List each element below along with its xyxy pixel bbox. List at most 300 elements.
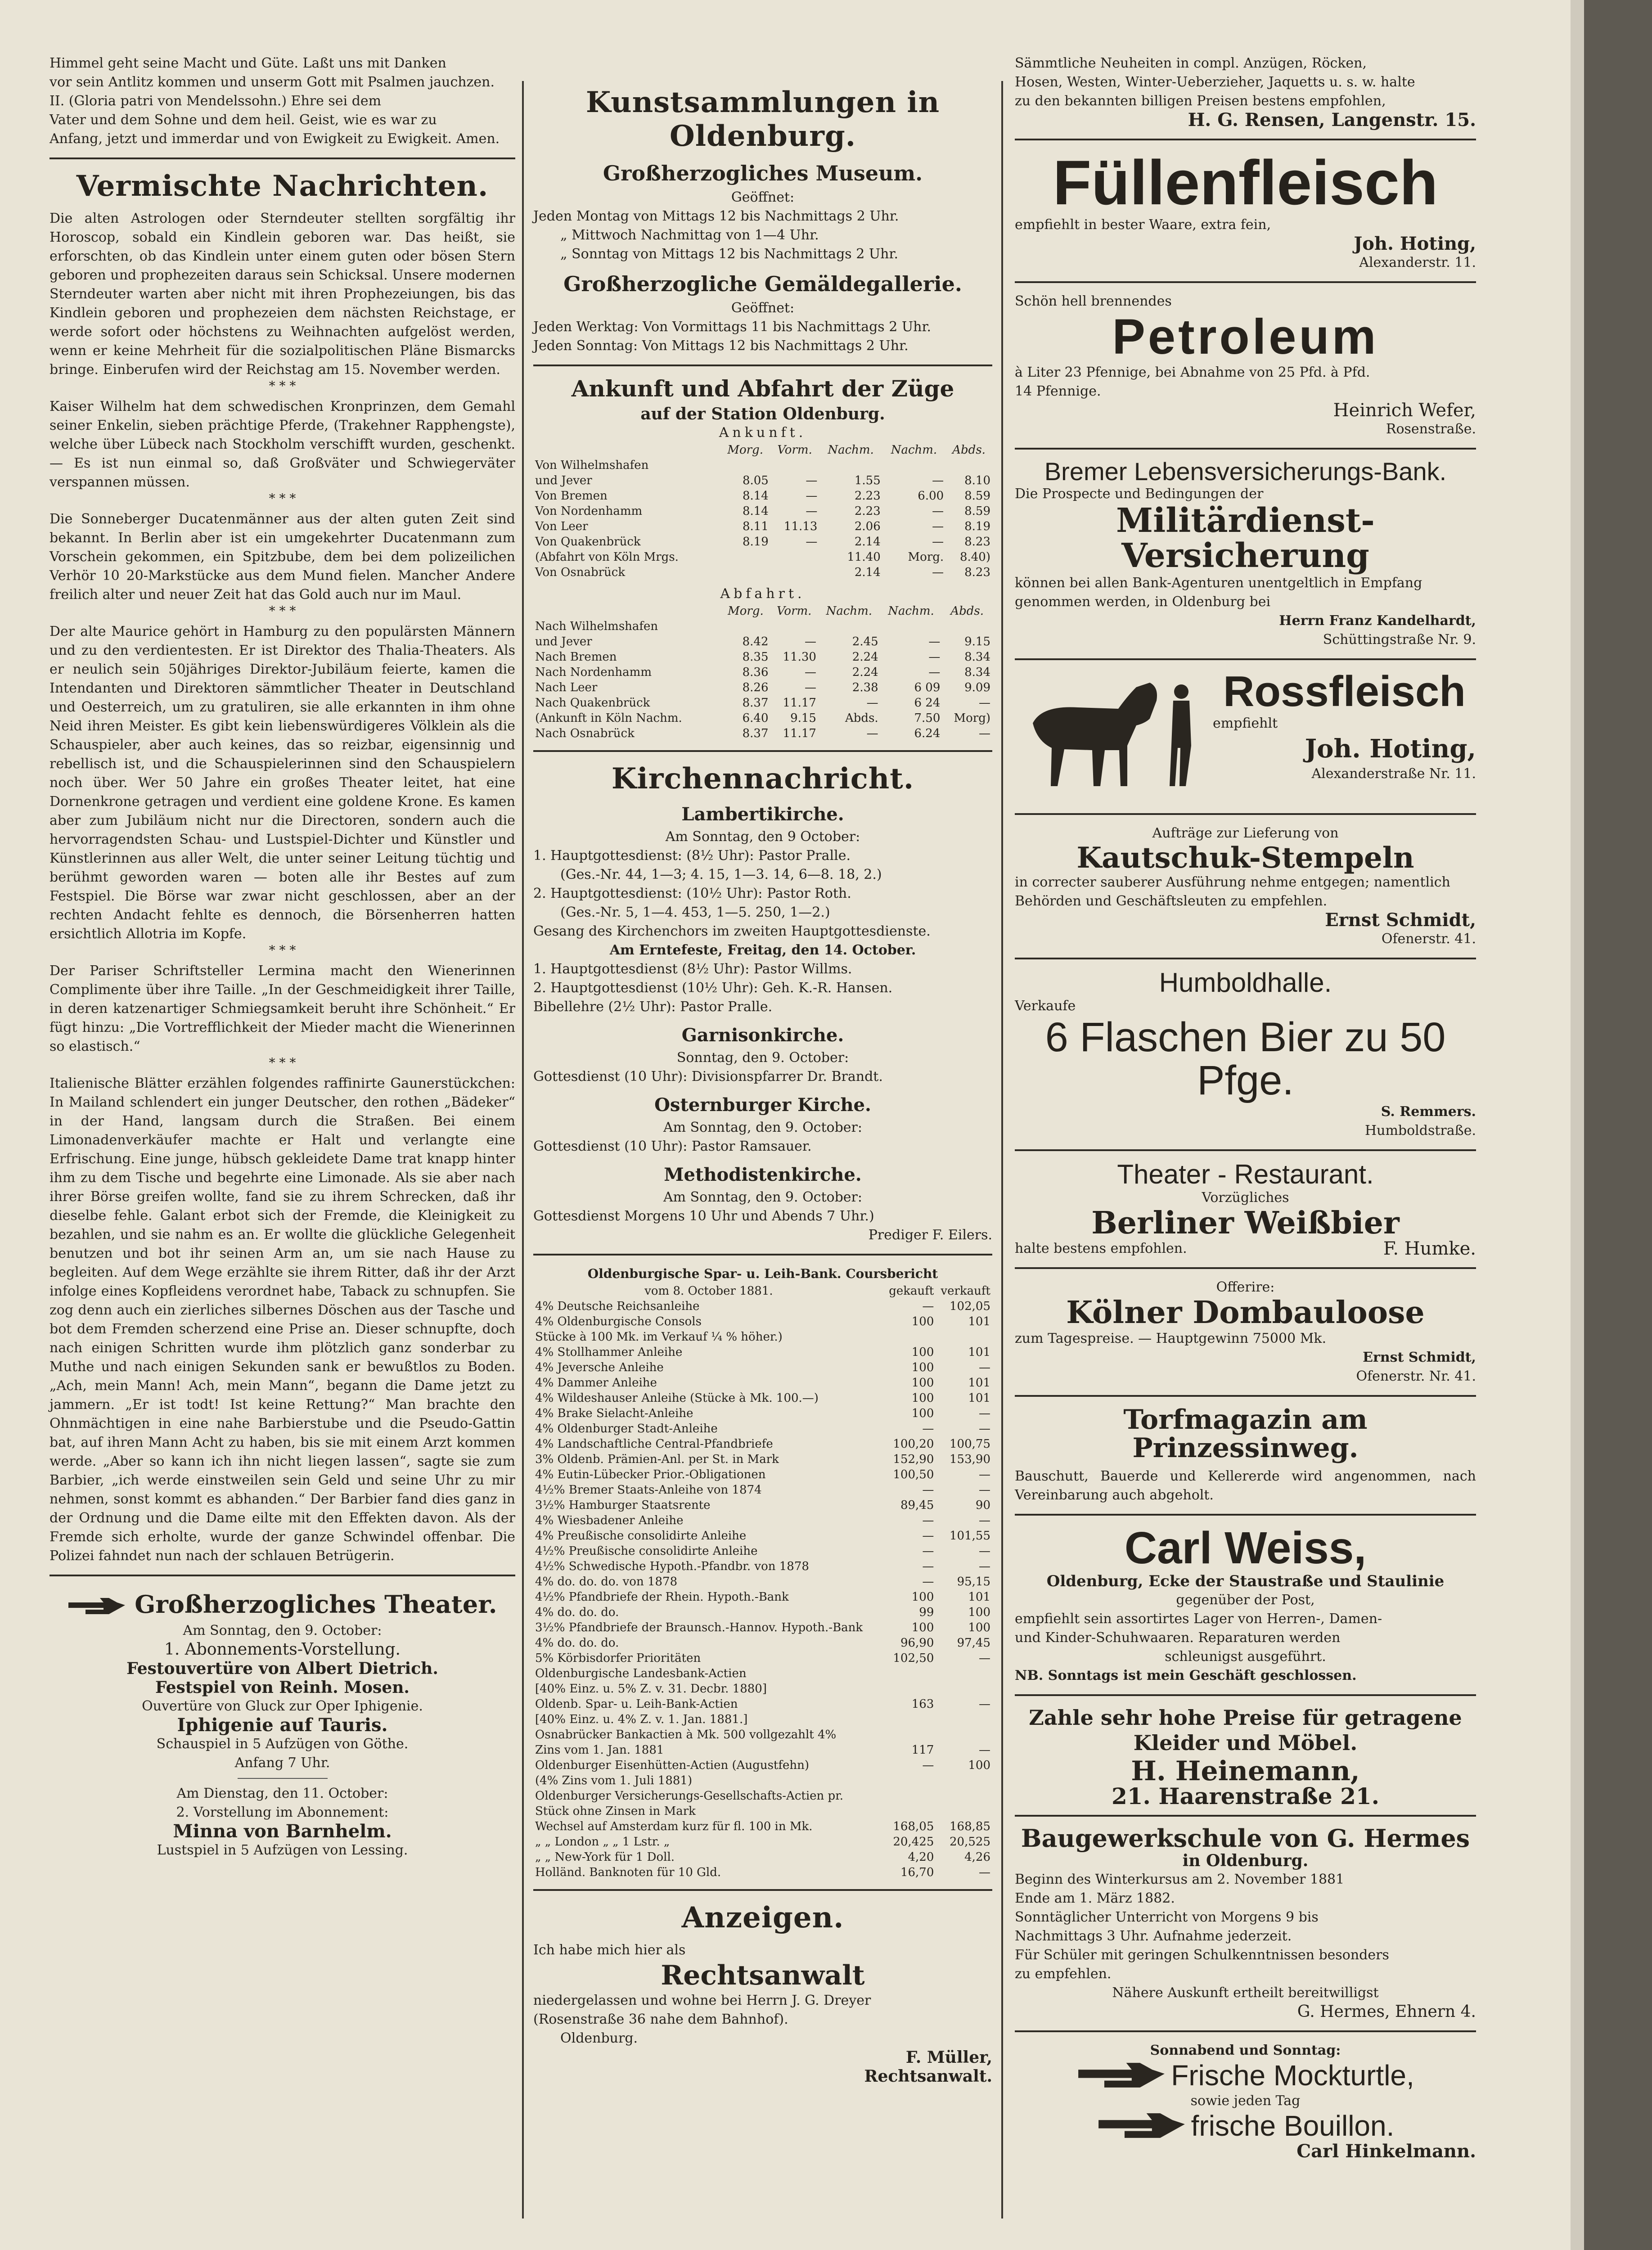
table-row xyxy=(533,680,992,695)
table-cell: Oldenburger Eisenhütten-Actien (Augustfehn) xyxy=(535,1759,810,1772)
column-header: Nachm. xyxy=(828,443,874,457)
table-cell: — xyxy=(979,1544,990,1558)
table-cell: — xyxy=(932,474,944,487)
table-cell: Osnabrücker Bankactien à Mk. 500 vollgezahlt 4% xyxy=(535,1728,837,1742)
ad-line: empfiehlt xyxy=(1213,716,1278,732)
table-cell xyxy=(818,619,880,634)
table-row xyxy=(533,473,992,488)
separator xyxy=(533,1889,992,1891)
table-cell: 117 xyxy=(911,1743,934,1757)
table-cell: Nach Osnabrück xyxy=(535,727,635,740)
table-cell xyxy=(942,619,992,634)
table-cell: 8.26 xyxy=(742,681,769,694)
table-row xyxy=(533,649,992,665)
star-divider: * * * xyxy=(269,378,296,393)
table-row xyxy=(533,1804,992,1819)
section-title: Kirchennachricht. xyxy=(611,762,914,796)
table-row xyxy=(533,1758,992,1773)
table-cell: 8.36 xyxy=(742,666,769,679)
table-cell: 4% Eutin-Lübecker Prior.-Obligationen xyxy=(535,1468,766,1481)
theater-title-row xyxy=(50,1590,515,1619)
table-cell xyxy=(884,1773,936,1788)
table-cell: — xyxy=(979,1483,990,1497)
column-left xyxy=(50,54,515,1860)
table-cell: [40% Einz. u. 5% Z. v. 31. Decbr. 1880] xyxy=(535,1682,767,1696)
table-cell: 4% Preußische consolidirte Anleihe xyxy=(535,1529,747,1543)
table-row xyxy=(533,711,992,726)
church-line: Am Sonntag, den 9. October: xyxy=(663,1120,863,1135)
church-line: 1. Hauptgottesdienst (8½ Uhr): Pastor Willms. xyxy=(533,961,852,977)
table-cell: — xyxy=(979,1514,990,1527)
rossfleisch-ad xyxy=(1015,669,1476,804)
table-cell: 100 xyxy=(911,1391,934,1405)
separator xyxy=(50,1575,515,1576)
train-title: Ankunft und Abfahrt der Züge xyxy=(571,375,954,402)
table-cell: 101 xyxy=(968,1315,990,1328)
table-header-row xyxy=(533,1283,992,1299)
ad-line: in Oldenburg. xyxy=(1182,1851,1309,1870)
separator xyxy=(533,1254,992,1256)
table-cell: — xyxy=(979,727,990,740)
table-row xyxy=(533,1819,992,1834)
table-row xyxy=(533,1345,992,1360)
table-cell: Holländ. Banknoten für 10 Gld. xyxy=(535,1866,721,1879)
table-cell: 2.45 xyxy=(852,635,878,648)
table-cell xyxy=(882,458,945,473)
ad-headline: Kölner Dombauloose xyxy=(1066,1295,1425,1331)
table-header-row xyxy=(533,442,992,458)
table-cell: 168,85 xyxy=(950,1820,990,1833)
news-paragraph: Die alten Astrologen oder Sterndeuter stellten sorgfältig ihr Horoscop, sobald ein Kindlein geboren war. Das heißt, sie erforschten, ob das Kindlein unter einem guten oder bösen Stern geboren und prophezeiten daraus sein Schicksal. Unsere modernen Sterndeuter warten aber nicht mit ihren Prophezeiungen, bis das Kindlein geboren und prophezeien dem nächsten Reichstage, er werde sofort oder höchstens zu Weihnachten aufgelöst werden, wenn er keine Mehrheit für die sozialpolitischen Pläne Bismarcks bringe. Einberufen wird der Reichstag am 15. November werden. xyxy=(50,211,515,378)
ad-line: Alexanderstraße Nr. 11. xyxy=(1311,766,1476,782)
table-cell: (Abfahrt von Köln Mrgs. xyxy=(535,550,679,564)
table-cell: 8.19 xyxy=(742,535,769,549)
ad-line: Nachmittags 3 Uhr. Aufnahme jederzeit. xyxy=(1015,1928,1292,1944)
table-cell xyxy=(721,619,770,634)
news-paragraph: Italienische Blätter erzählen folgendes raffinirte Gaunerstückchen: In Mailand schlendert ein junger Deutscher, den rothen „Bädeker“ in der Hand, langsam durch die Straßen. Bei einem Limonadenverkäufer machte er Halt und verlangte eine Erfrischung. Eine junge, hübsch gekleidete Dame trat knapp hinter ihm zu dem Tische und begehrte eine Limonade. Als sie aber nach ihrer Börse greifen wollte, fand sie zu ihrem Schrecken, daß ihr dieselbe fehle. Galant erbot sich der Fremde, die Kleinigkeit zu bezahlen, und sie nahm es an. Er wollte die glückliche Gelegenheit benutzen und bot ihr seinen Arm an, um sie nach Hause zu begleiten. Auf dem Wege erzählte sie ihrem Ritter, daß ihr der Arzt infolge eines Kopfleidens verordnet habe, Taback zu schnupfen. Sie zog denn auch ein zierliches silbernes Döschen aus der Tasche und bot dem Fremden scherzend eine Prise an. Dieser schnupfte, doch nach einigen Schritten wurde ihm plötzlich ganz sonderbar zu Muthe und nach einigen Sekunden sank er bewußtlos zu Boden. „Ach, mein Mann! Ach, mein Mann“, begann die Dame jetzt zu jammern. „Er ist todt! Ist keine Rettung?“ Man brachte den Ohnmächtigen in eine nahe Barbierstube und die Pseudo-Gattin bat, auf ihren Mann Acht zu haben, bis sie mit einem Arzt kommen werde. „Aber so kann ich ihn nicht liegen lassen“, sagte sie zum Barbier, „ich werde einstweilen sein Geld und seine Uhr zu mir nehmen, sonst kommt es abhanden.“ Der Barbier fand dies ganz in der Ordnung und die Dame eilte mit den Effekten davon. Als der Fremde sich erholte, wurde der ganze Schwindel offenbar. Die Polizei fahndet nun nach der schlauen Betrügerin. xyxy=(50,1076,515,1564)
table-row xyxy=(533,1467,992,1482)
table-cell: — xyxy=(922,1529,934,1543)
ad-line: können bei allen Bank-Agenturen unentgeltlich in Empfang xyxy=(1015,575,1422,591)
table-cell: 16,70 xyxy=(900,1866,934,1879)
church-title: Osternburger Kirche. xyxy=(654,1094,871,1116)
text-line: Anfang, jetzt und immerdar und von Ewigkeit zu Ewigkeit. Amen. xyxy=(50,131,500,147)
table-row xyxy=(533,1773,992,1788)
ad-line: Schüttingstraße Nr. 9. xyxy=(1323,631,1476,648)
ad-signature: Ernst Schmidt, xyxy=(1325,909,1476,931)
table-cell: — xyxy=(979,1407,990,1420)
table-cell: 8.35 xyxy=(742,650,769,664)
separator xyxy=(533,364,992,366)
table-cell xyxy=(880,619,942,634)
table-cell: 100,50 xyxy=(893,1468,934,1481)
ad-line: in correcter sauberer Ausführung nehme entgegen; namentlich xyxy=(1015,874,1450,890)
table-cell: Nach Bremen xyxy=(535,650,617,664)
column-header: Nachm. xyxy=(826,604,873,618)
ad-signature: Ernst Schmidt, xyxy=(1363,1349,1476,1365)
ad-headline: Carl Weiss, xyxy=(1124,1522,1367,1573)
table-cell: 100 xyxy=(968,1621,990,1634)
table-cell: Von Leer xyxy=(535,520,588,533)
table-cell: Morg) xyxy=(954,711,990,725)
separator xyxy=(1015,2030,1476,2032)
table-row xyxy=(533,1635,992,1651)
table-cell: — xyxy=(932,520,944,533)
table-cell: 4% Oldenburgische Consols xyxy=(535,1315,702,1328)
church-title: Lambertikirche. xyxy=(681,804,844,825)
table-cell: 2.38 xyxy=(852,681,878,694)
table-cell: 2.06 xyxy=(854,520,881,533)
table-row xyxy=(533,1681,992,1696)
ad-line: Ich habe mich hier als xyxy=(533,1942,686,1958)
theater-line: Festspiel von Reinh. Mosen. xyxy=(155,1678,410,1697)
ad-line: Oldenburg, Ecke der Staustraße und Staulinie xyxy=(1046,1572,1445,1590)
table-cell: „ „ New-York für 1 Doll. xyxy=(535,1850,675,1864)
table-cell: — xyxy=(979,1361,990,1374)
train-departures-table xyxy=(533,603,992,741)
table-cell: — xyxy=(806,489,818,503)
table-cell xyxy=(770,619,818,634)
table-row xyxy=(533,1390,992,1406)
ad-line: Ofenerstr. 41. xyxy=(1381,931,1476,947)
star-divider: * * * xyxy=(269,943,296,958)
table-cell: 8.42 xyxy=(742,635,769,648)
theater-line: Festouvertüre von Albert Dietrich. xyxy=(126,1659,438,1678)
ad-line: Alexanderstr. 11. xyxy=(1359,255,1476,270)
column-header: Morg. xyxy=(727,443,763,457)
table-cell: 95,15 xyxy=(957,1575,990,1588)
table-row xyxy=(533,1742,992,1758)
table-row xyxy=(533,519,992,534)
ad-line: Ofenerstr. Nr. 41. xyxy=(1356,1368,1476,1384)
table-cell: 153,90 xyxy=(950,1453,990,1466)
table-row xyxy=(533,619,992,634)
table-cell: 89,45 xyxy=(900,1498,934,1512)
table-cell: 2.14 xyxy=(854,535,881,549)
ad-footer xyxy=(1015,1239,1476,1258)
separator xyxy=(1015,139,1476,140)
table-cell: 8.23 xyxy=(964,535,990,549)
ad-headline: Militärdienst-Versicherung xyxy=(1116,501,1375,575)
table-row xyxy=(533,1406,992,1421)
ad-signature: S. Remmers. xyxy=(1381,1104,1476,1120)
column-header: Nachm. xyxy=(891,443,937,457)
table-cell: 8.23 xyxy=(964,566,990,579)
table-cell: 4% Deutsche Reichsanleihe xyxy=(535,1300,700,1313)
horse-illustration xyxy=(1015,669,1208,795)
exchange-body xyxy=(533,1299,992,1880)
table-row xyxy=(533,1299,992,1314)
table-cell: Wechsel auf Amsterdam kurz für fl. 100 in Mk. xyxy=(535,1820,813,1833)
table-cell: 96,90 xyxy=(900,1636,934,1650)
table-cell xyxy=(770,565,819,580)
ad-signature: Herrn Franz Kandelhardt, xyxy=(1279,612,1476,629)
column-header: Nachm. xyxy=(888,604,934,618)
table-cell: — xyxy=(806,504,818,518)
short-rule xyxy=(238,1778,328,1779)
table-cell: — xyxy=(866,727,878,740)
text-line: Vater und dem Sohne und dem heil. Geist, wie es war zu xyxy=(50,112,437,128)
table-cell: 8.40) xyxy=(959,550,990,564)
news-paragraph: Der Pariser Schriftsteller Lermina macht den Wienerinnen Complimente über ihre Taille. „In der Geschmeidigkeit ihrer Taille, in deren katzenartiger Schmiegsamkeit beruht ihre Schönheit.“ Er fügt hinzu: „Die Vortrefflichkeit der Mieder macht die Wienerinnen so elastisch.“ xyxy=(50,963,515,1054)
church-line: 1. Hauptgottesdienst: (8½ Uhr): Pastor Pralle. xyxy=(533,848,851,864)
table-cell: 3½% Hamburger Staatsrente xyxy=(535,1498,711,1512)
table-cell: — xyxy=(928,666,941,679)
table-cell: 8.19 xyxy=(964,520,990,533)
news-paragraph: Der alte Maurice gehört in Hamburg zu den populärsten Männern und zu den verdientesten. Er ist Direktor des Thalia-Theaters. Als er neulich sein 50jähriges Direktor-Jubiläum feierte, kamen die Intendanten und Direktoren sämmtlicher Theater in Deutschland und Oesterreich, um zu gratuliren, sie alle erkannten in ihm ohne Neid ihren Meister. Es gibt kein liebenswürdigeres Völklein als die Schauspieler, aber auch keines, das so reizbar, eigensinnig und rebellisch ist, und die Schauspielerinnen sind den Schauspielern noch über. Wer 50 Jahre ein großes Theater leitet, hat eine Dornenkrone getragen und verdient eine goldene Krone. Es kamen aber zum Jubiläum nicht nur die Directoren, sondern auch die hervorragendsten Schau- und Lustspiel-Dichter und Künstler und Künstlerinnen aus aller Welt, die unter seiner Leitung tüchtig und berühmt geworden waren — boten alle ihr Bestes auf zum Festspiel. Die Börse war zwar nicht geschlossen, aber an der rechten Andacht fehlte es dennoch, die Börsenherren hatten ersichtlich Allotria im Kopfe. xyxy=(50,624,515,942)
church-line: Am Sonntag, den 9 October: xyxy=(665,829,860,845)
theater-line: Anfang 7 Uhr. xyxy=(234,1755,330,1771)
table-cell: 152,90 xyxy=(893,1453,934,1466)
ad-line: Aufträge zur Lieferung von xyxy=(1152,825,1339,841)
table-cell: 4½% Pfandbriefe der Rhein. Hypoth.-Bank xyxy=(535,1590,789,1604)
table-cell: 4% Wiesbadener Anleihe xyxy=(535,1514,684,1527)
table-cell: 8.05 xyxy=(742,474,769,487)
church-line: (Ges.-Nr. 5, 1—4. 453, 1—5. 250, 1—2.) xyxy=(560,904,830,920)
separator xyxy=(1015,1149,1476,1151)
table-cell xyxy=(720,458,770,473)
table-cell: 20,425 xyxy=(893,1835,934,1849)
ad-line: Ende am 1. März 1882. xyxy=(1015,1890,1175,1906)
table-cell: 11.40 xyxy=(847,550,881,564)
table-cell: — xyxy=(979,1743,990,1757)
hours-line: „ Sonntag von Mittags 12 bis Nachmittags 2 Uhr. xyxy=(560,246,899,262)
ad-signature: H. Heinemann, xyxy=(1131,1755,1360,1787)
ad-line: zu empfehlen. xyxy=(1015,1966,1112,1982)
table-cell: 6.00 xyxy=(918,489,944,503)
table-row xyxy=(533,1651,992,1666)
ad-headline: Bremer Lebensversicherungs-Bank. xyxy=(1044,457,1447,486)
table-cell: — xyxy=(806,474,818,487)
table-cell: — xyxy=(804,635,816,648)
ad-line: (Rosenstraße 36 nahe dem Bahnhof). xyxy=(533,2012,788,2027)
table-cell: — xyxy=(979,1866,990,1879)
table-cell xyxy=(936,1804,992,1819)
label: Geöffnet: xyxy=(731,300,795,316)
church-line: 2. Hauptgottesdienst: (10½ Uhr): Pastor Roth. xyxy=(533,886,851,901)
church-title: Methodistenkirche. xyxy=(664,1164,862,1185)
table-cell: 2.23 xyxy=(854,504,881,518)
table-cell: — xyxy=(979,1468,990,1481)
table-row xyxy=(533,1513,992,1528)
ad-headline: Frische Mockturtle, xyxy=(1171,2059,1414,2092)
theater-date: Am Sonntag, den 9. October: xyxy=(183,1623,382,1638)
ad-headline: Füllenfleisch xyxy=(1053,147,1438,218)
separator xyxy=(1015,813,1476,815)
table-cell: 100 xyxy=(911,1315,934,1328)
table-cell: Von Osnabrück xyxy=(535,566,626,579)
text-line: vor sein Antlitz kommen und unserm Gott mit Psalmen jauchzen. xyxy=(50,74,495,90)
ad-line: empfiehlt sein assortirtes Lager von Herren-, Damen- xyxy=(1015,1611,1382,1627)
table-cell: 11.30 xyxy=(783,650,816,664)
column-header: gekauft xyxy=(889,1284,934,1298)
table-row xyxy=(533,1865,992,1880)
column-header: Vorm. xyxy=(777,604,812,618)
ad-headline: Humboldhalle. xyxy=(1159,967,1332,998)
church-line: Sonntag, den 9. October: xyxy=(676,1050,849,1066)
table-cell: (4% Zins vom 1. Juli 1881) xyxy=(535,1774,693,1787)
table-cell: 6.40 xyxy=(742,711,769,725)
table-cell: [40% Einz. u. 4% Z. v. 1. Jan. 1881.] xyxy=(535,1713,748,1726)
ad-line: zu den bekannten billigen Preisen bestens empfohlen, xyxy=(1015,93,1386,109)
table-cell: — xyxy=(928,635,941,648)
hours-line: Jeden Montag von Mittags 12 bis Nachmittags 2 Uhr. xyxy=(533,208,899,224)
table-cell: 8.59 xyxy=(964,504,990,518)
table-cell: 4% do. do. do. von 1878 xyxy=(535,1575,678,1588)
table-cell: — xyxy=(928,650,941,664)
ad-signature: H. G. Rensen, Langenstr. 15. xyxy=(1188,109,1476,130)
ad-line: Oldenburg. xyxy=(560,2030,638,2046)
ad-line: 21. Haarenstraße 21. xyxy=(1111,1782,1380,1809)
ad-headline: Theater - Restaurant. xyxy=(1117,1159,1374,1190)
table-cell: 4% do. do. do. xyxy=(535,1606,619,1619)
table-cell: 90 xyxy=(975,1498,990,1512)
table-cell: 8.37 xyxy=(742,727,769,740)
table-cell: 9.09 xyxy=(964,681,990,694)
ad-line: Schön hell brennendes xyxy=(1015,293,1172,309)
table-row xyxy=(533,549,992,565)
table-cell xyxy=(936,1788,992,1804)
page-edge xyxy=(1571,0,1584,2250)
table-cell: 3½% Pfandbriefe der Braunsch.-Hannov. Hypoth.-Bank xyxy=(535,1621,863,1634)
table-row xyxy=(533,1482,992,1498)
table-cell: — xyxy=(922,1514,934,1527)
mock-row xyxy=(1015,2060,1476,2092)
table-cell: Morg. xyxy=(908,550,944,564)
table-cell xyxy=(884,1788,936,1804)
ad-line: genommen werden, in Oldenburg bei xyxy=(1015,594,1271,610)
table-cell: 8.10 xyxy=(964,474,990,487)
ad-line: niedergelassen und wohne bei Herrn J. G. Dreyer xyxy=(533,1993,871,2008)
table-cell: 4,26 xyxy=(964,1850,990,1864)
table-cell: 100,75 xyxy=(950,1437,990,1451)
table-cell: 8.34 xyxy=(964,666,990,679)
table-cell xyxy=(936,1681,992,1696)
train-departures-label: Abfahrt. xyxy=(720,586,806,602)
table-cell: 5% Körbisdorfer Prioritäten xyxy=(535,1652,701,1665)
table-cell: 100 xyxy=(911,1590,934,1604)
ad-headline: Zahle sehr hohe Preise für getragene Kleider und Möbel. xyxy=(1029,1705,1462,1755)
table-cell: 4% Wildeshauser Anleihe (Stücke à Mk. 100.—) xyxy=(535,1391,819,1405)
table-cell: — xyxy=(866,696,878,710)
table-row xyxy=(533,458,992,473)
table-cell: und Jever xyxy=(535,635,592,648)
table-cell: — xyxy=(804,666,816,679)
table-cell: Von Wilhelmshafen xyxy=(535,459,649,472)
table-cell: — xyxy=(979,1652,990,1665)
table-cell xyxy=(720,549,770,565)
table-cell xyxy=(884,1804,936,1819)
ad-line: Offerire: xyxy=(1216,1279,1275,1296)
pointing-hand-icon xyxy=(1097,2110,1187,2142)
table-cell: 8.59 xyxy=(964,489,990,503)
table-cell xyxy=(884,1666,936,1681)
table-cell: 2.24 xyxy=(852,666,878,679)
table-row xyxy=(533,1452,992,1467)
table-row xyxy=(533,634,992,649)
table-cell: 4% Oldenburger Stadt-Anleihe xyxy=(535,1422,718,1436)
table-cell: — xyxy=(922,1483,934,1497)
table-row xyxy=(533,565,992,580)
ad-headline: frische Bouillon. xyxy=(1191,2109,1395,2142)
table-cell: 11.17 xyxy=(783,727,816,740)
church-line: Gottesdienst Morgens 10 Uhr und Abends 7 Uhr.) xyxy=(533,1208,874,1224)
ad-line: Die Prospecte und Bedingungen der xyxy=(1015,486,1264,502)
table-cell: — xyxy=(922,1544,934,1558)
ad-signature: F. Humke. xyxy=(1383,1238,1476,1260)
ad-line: Bauschutt, Bauerde und Kellererde wird angenommen, nach Vereinbarung auch abgeholt. xyxy=(1015,1468,1476,1503)
column-header: Abds. xyxy=(952,443,986,457)
ad-line: 14 Pfennige. xyxy=(1015,383,1101,399)
label: Geöffnet: xyxy=(731,189,795,205)
separator xyxy=(1015,448,1476,450)
church-line: Prediger F. Eilers. xyxy=(868,1227,992,1243)
table-cell xyxy=(936,1329,992,1345)
table-row xyxy=(533,726,992,741)
table-cell: 163 xyxy=(911,1697,934,1711)
separator xyxy=(1015,1514,1476,1516)
exchange-table xyxy=(533,1283,992,1880)
text-line: Himmel geht seine Macht und Güte. Laßt uns mit Danken xyxy=(50,55,446,71)
church-line: (Ges.-Nr. 44, 1—3; 4. 15, 1—3. 14, 6—8. 18, 2.) xyxy=(560,867,882,882)
star-divider: * * * xyxy=(269,603,296,618)
ad-headline: Baugewerkschule von G. Hermes xyxy=(1021,1823,1470,1853)
theater-line: Lustspiel in 5 Aufzügen von Lessing. xyxy=(157,1842,408,1858)
table-row xyxy=(533,1544,992,1559)
table-cell: — xyxy=(922,1422,934,1436)
table-cell: — xyxy=(979,1422,990,1436)
church-line: 2. Hauptgottesdienst (10½ Uhr): Geh. K.-R. Hansen. xyxy=(533,980,893,996)
theater-line: 2. Vorstellung im Abonnement: xyxy=(176,1804,389,1820)
train-arrivals-body xyxy=(533,458,992,580)
table-cell: Nach Leer xyxy=(535,681,598,694)
ad-line: empfiehlt in bester Waare, extra fein, xyxy=(1015,217,1271,233)
table-cell: 100 xyxy=(911,1407,934,1420)
ad-line: Nähere Auskunft ertheilt bereitwilligst xyxy=(1112,1984,1379,2001)
ad-headline: Berliner Weißbier xyxy=(1091,1205,1400,1242)
table-cell: 9.15 xyxy=(790,711,816,725)
hours-line: Jeden Sonntag: Von Mittags 12 bis Nachmittags 2 Uhr. xyxy=(533,338,909,354)
table-cell: Oldenb. Spar- u. Leih-Bank-Actien xyxy=(535,1697,738,1711)
table-cell: Nach Wilhelmshafen xyxy=(535,620,658,633)
table-cell: (Ankunft in Köln Nachm. xyxy=(535,711,682,725)
table-cell xyxy=(936,1773,992,1788)
exchange-date: vom 8. October 1881. xyxy=(644,1284,773,1298)
table-cell: 101 xyxy=(968,1391,990,1405)
section-title: Anzeigen. xyxy=(681,1901,844,1935)
table-cell xyxy=(884,1329,936,1345)
rensen-ad xyxy=(1015,54,1476,130)
ad-headline: Rossfleisch xyxy=(1223,667,1466,716)
table-row xyxy=(533,1498,992,1513)
separator xyxy=(1015,1267,1476,1269)
hours-line: „ Mittwoch Nachmittag von 1—4 Uhr. xyxy=(560,227,819,243)
table-cell: 1.55 xyxy=(854,474,881,487)
psalm-text xyxy=(50,54,515,148)
table-cell: und Jever xyxy=(535,474,592,487)
table-row xyxy=(533,1727,992,1742)
table-cell: 4% Brake Sielacht-Anleihe xyxy=(535,1407,693,1420)
pointing-hand-icon xyxy=(1076,2060,1166,2092)
table-cell: 4½% Bremer Staats-Anleihe von 1874 xyxy=(535,1483,762,1497)
table-cell: Oldenburgische Landesbank-Actien xyxy=(535,1667,747,1680)
table-cell: 100,20 xyxy=(893,1437,934,1451)
theater-line: Minna von Barnhelm. xyxy=(173,1821,392,1842)
column-header: verkauft xyxy=(941,1284,990,1298)
table-cell: 102,05 xyxy=(950,1300,990,1313)
table-cell: 8.37 xyxy=(742,696,769,710)
hours-line: Jeden Werktag: Von Vormittags 11 bis Nachmittags 2 Uhr. xyxy=(533,319,932,335)
